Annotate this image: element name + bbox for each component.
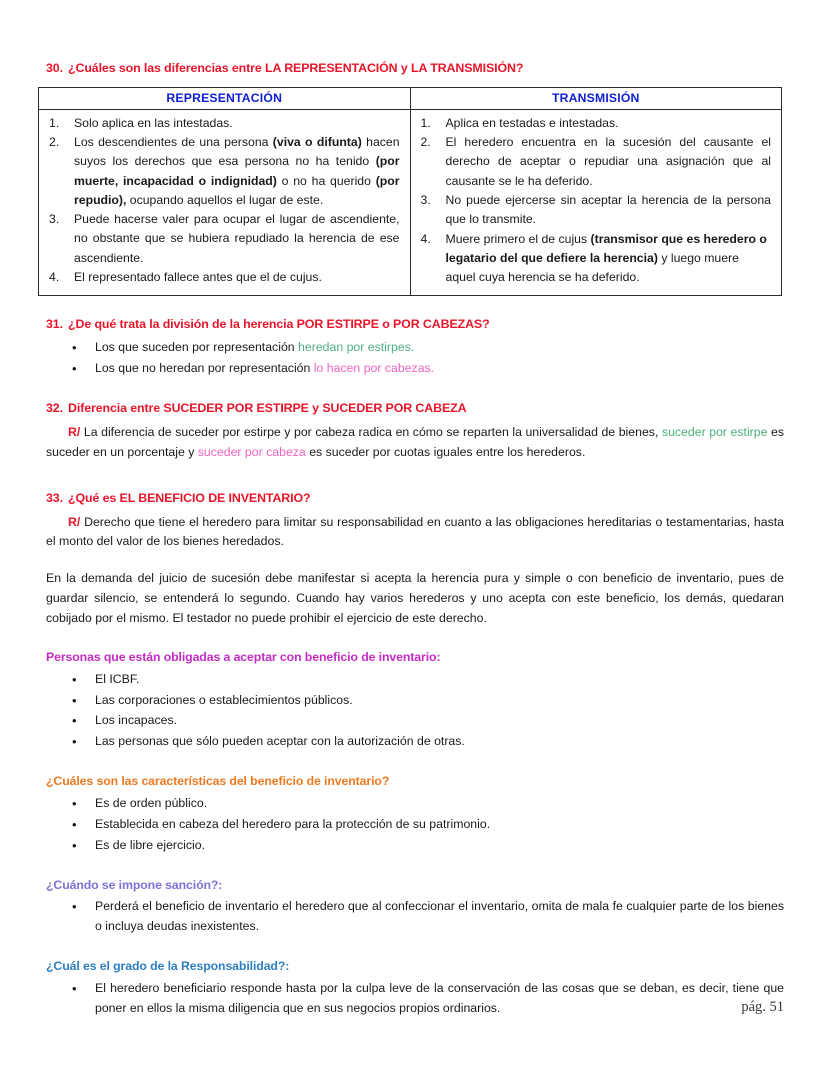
column-header-transmision: TRANSMISIÓN [410,87,782,109]
question-33-title: ¿Qué es EL BENEFICIO DE INVENTARIO? [68,490,311,505]
list-item: • Establecida en cabeza del heredero para la protección de su patrimonio. [46,815,784,835]
answer-part-2: es suceder en un porcentaje y [46,425,785,459]
answer-highlight-pink: suceder por cabeza [197,444,306,459]
table-row [39,109,782,295]
page-content [46,60,784,1019]
cell-transmision [410,109,782,295]
bullet-highlight-green: heredan por estirpes. [298,340,415,355]
cell-representacion [39,109,411,295]
bullet-text: Los que suceden por representación [95,340,299,355]
bold-fragment: (por muerte, incapacidad o indignidad) [74,154,400,188]
answer-marker: R/ [68,425,81,439]
subsection-bullets-obligadas [46,670,784,753]
question-30-heading [46,60,784,77]
spacer [46,938,784,958]
answer-highlight-green: suceder por estirpe [661,425,768,439]
spacer [46,629,784,649]
representacion-transmision-table [38,87,782,296]
list-item: • El ICBF. [46,670,784,690]
subsection-heading-responsabilidad: ¿Cuál es el grado de la Responsabilidad?: [46,959,290,974]
question-31-bullets [46,338,784,379]
subsection-heading-obligadas: Personas que están obligadas a aceptar con beneficio de inventario: [46,650,441,665]
bold-fragment: (viva o difunta) [272,135,362,150]
table-body [39,109,782,295]
list-item-text: Puede hacerse valer para ocupar el lugar de ascendiente, no obstante que se hubiera repudiado la herencia de ese ascendiente. [74,212,400,265]
spacer [46,296,784,316]
question-30-title: ¿Cuáles son las diferencias entre LA REPRESENTACIÓN y LA TRANSMISIÓN? [68,61,524,75]
list-item: • Las personas que sólo pueden aceptar con la autorización de otras. [46,732,784,752]
list-item: Muere primero el de cujus (transmisor que es heredero o legatario del que defiere la herencia) y luego muere aquel cuya herencia se ha deferido. [445,231,767,285]
answer-part-1: La diferencia de suceder por estirpe y por cabeza radica en cómo se reparten la universalidad de bienes, [80,425,662,439]
list-item [419,133,772,190]
subsection-bullets-responsabilidad [46,979,784,1019]
subsection-heading-caracteristicas: ¿Cuáles son las características del beneficio de inventario? [46,774,390,789]
question-33-number: 33. [46,490,63,505]
list-item-text: Aplica en testadas e intestadas. [445,115,619,130]
question-32-heading [46,400,784,417]
list-item [47,210,400,267]
list-item: • El heredero beneficiario responde hasta por la culpa leve de la conservación de las cosas que se deban, es decir, tiene que poner en ellos la misma diligencia que en sus negocios propios ordinarios. [46,979,784,1019]
list-item: • Los incapaces. [46,711,784,731]
bullet-text: Los que no heredan por representación [95,361,314,376]
answer-part-3: es suceder por cuotas iguales entre los herederos. [305,444,586,459]
question-31-heading [46,316,784,333]
table-head [39,87,782,109]
question-32-title: Diferencia entre SUCEDER POR ESTIRPE y SUCEDER POR CABEZA [68,401,467,416]
answer-text: Derecho que tiene el heredero para limitar su responsabilidad en cuanto a las obligaciones hereditarias o testamentarias, hasta el monto del valor de los bienes heredados. [46,514,784,549]
list-item [419,191,772,229]
question-31-title: ¿De qué trata la división de la herencia POR ESTIRPE o POR CABEZAS? [68,316,490,331]
list-item: • Es de libre ejercicio. [46,836,784,856]
list-item-text: Solo aplica en las intestadas. [74,115,233,130]
spacer [46,552,784,569]
column-header-representacion: REPRESENTACIÓN [39,87,411,109]
table-header-row [39,87,782,109]
question-31-number: 31. [46,316,63,331]
spacer [46,463,784,490]
list-item: • Perderá el beneficio de inventario el heredero que al confeccionar el inventario, omita de mala fe cualquier parte de los bienes o incluya deudas inexistentes. [46,897,784,937]
list-item: Los descendientes de una persona (viva o difunta) hacen suyos los derechos que esa persona no ha tenido (por muerte, incapacidad o indignidad) o no ha querido (por repudio), ocupando aquellos el lugar de este. [74,135,400,207]
list-item [46,338,784,358]
question-33-answer [46,513,784,553]
representacion-list [47,114,400,287]
spacer [46,753,784,773]
bullet-highlight-pink: lo hacen por cabezas. [313,361,435,376]
list-item-text: El heredero encuentra en la sucesión del causante el derecho de aceptar o repudiar una asignación que al causante se le ha deferido. [445,135,771,188]
page-number-footer: pág. 51 [741,999,784,1015]
list-item [47,268,400,287]
spacer [46,380,784,400]
list-item [46,359,784,379]
list-item [419,114,772,133]
question-33-heading [46,490,784,507]
spacer [46,857,784,877]
list-item [47,114,400,133]
subsection-heading-sancion: ¿Cuándo se impone sanción?: [46,877,223,892]
list-item: • Es de orden público. [46,794,784,814]
question-32-answer [46,423,784,463]
transmision-list [419,114,772,287]
bold-fragment: (transmisor que es heredero o legatario del que defiere la herencia) [445,231,767,265]
list-item-text: El representado fallece antes que el de cujus. [74,270,322,285]
question-32-number: 32. [46,401,63,416]
question-30-number: 30. [46,61,63,75]
list-item-text: No puede ejercerse sin aceptar la herencia de la persona que lo transmite. [445,193,771,227]
question-33-paragraph-2: En la demanda del juicio de sucesión debe manifestar si acepta la herencia pura y simple o con beneficio de inventario, pues de guardar silencio, se entenderá lo segundo. Cuando hay varios herederos y uno acepta con este beneficio, los demás, quedaran cobijado por el mismo. El testador no puede prohibir el ejercicio de este derecho. [46,571,784,626]
subsection-bullets-sancion [46,897,784,937]
list-item: • Las corporaciones o establecimientos públicos. [46,691,784,711]
bold-fragment: (por repudio), [74,173,400,207]
subsection-bullets-caracteristicas [46,794,784,856]
answer-marker: R/ [68,514,81,529]
